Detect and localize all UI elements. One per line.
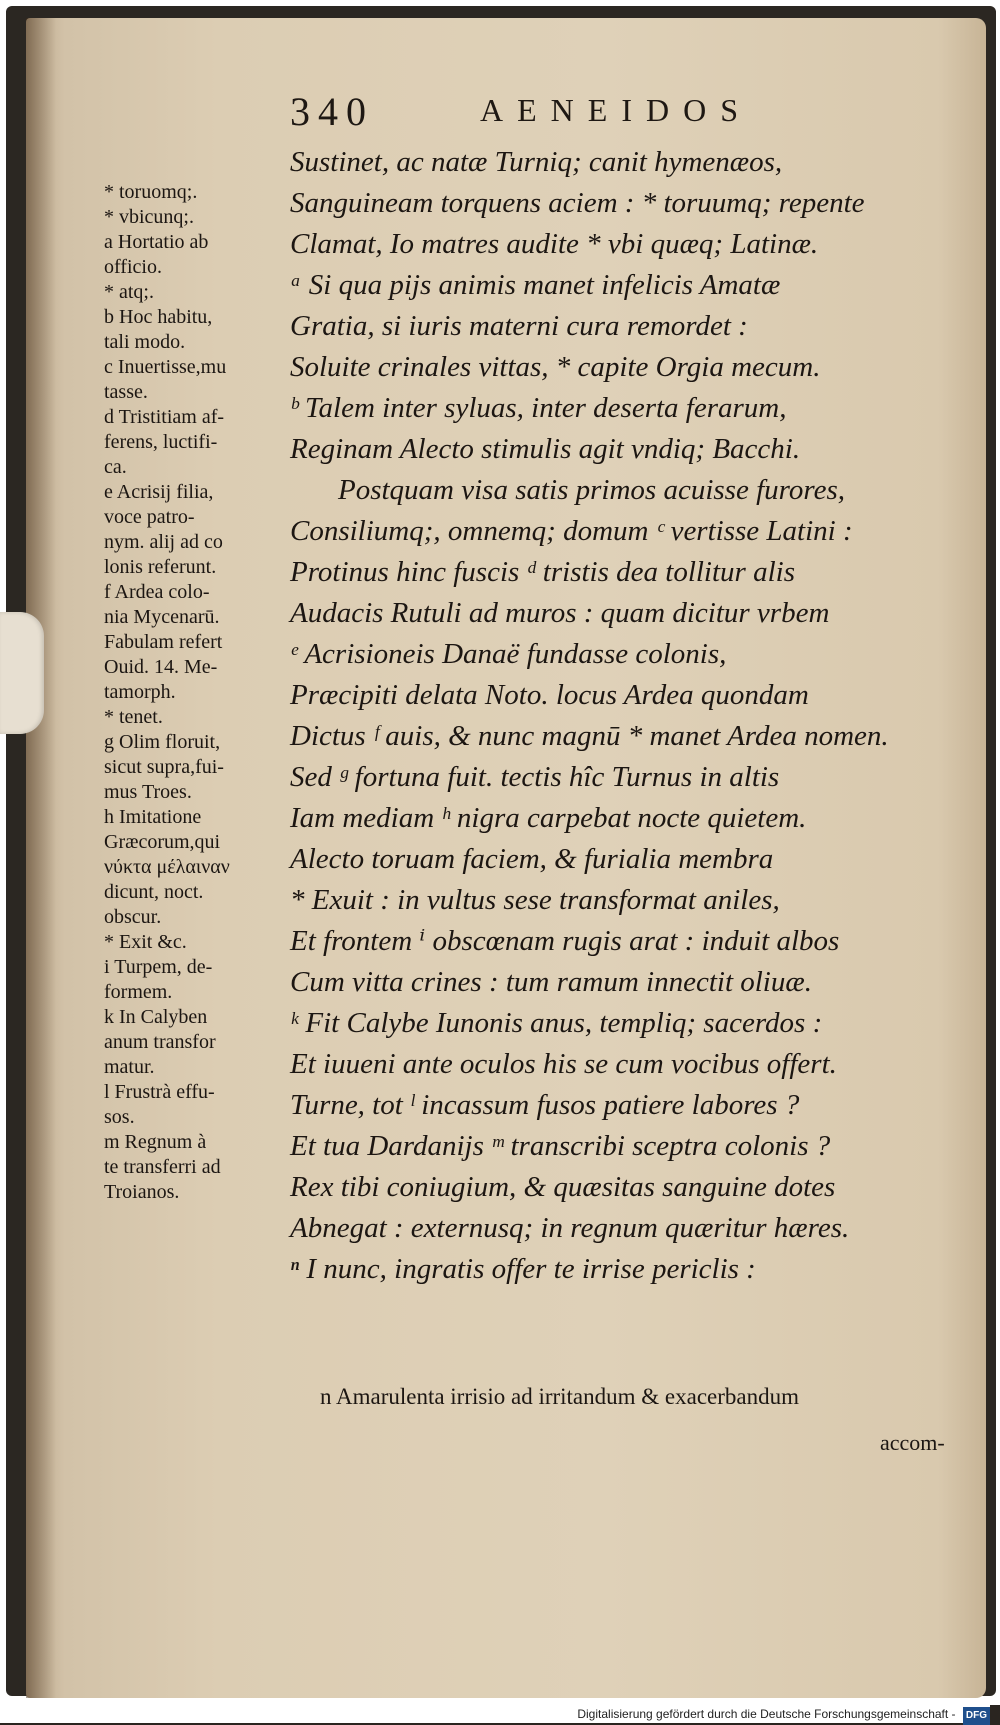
verse-line: Abnegat : externusq; in regnum quæritur hæres. [290, 1212, 850, 1244]
verse-line: Gratia, si iuris materni cura remordet : [290, 310, 748, 342]
margin-note-line: Fabulam refert [104, 631, 223, 653]
margin-note-line: matur. [104, 1056, 155, 1078]
margin-note-line: nym. alij ad co [104, 531, 223, 553]
funding-line: Digitalisierung gefördert durch die Deutsche Forschungsgemeinschaft - [577, 1707, 956, 1721]
margin-note-line: ferens, luctifi- [104, 431, 218, 453]
margin-note-line: * tenet. [104, 706, 163, 728]
running-title: AENEIDOS [480, 92, 752, 128]
gutter-shadow [26, 18, 56, 1698]
catchword: accom- [880, 1430, 945, 1455]
margin-note-line: * Exit &c. [104, 931, 187, 953]
verse-line: Et tua Dardanijs ᵐ transcribi sceptra colonis ? [290, 1130, 831, 1162]
margin-note-line: a Hortatio ab [104, 231, 209, 253]
verse-line: Præcipiti delata Noto. locus Ardea quondam [290, 679, 809, 711]
verse-line: Rex tibi coniugium, & quæsitas sanguine dotes [290, 1171, 836, 1203]
margin-note-line: i Turpem, de- [104, 956, 213, 978]
margin-note-line: sos. [104, 1106, 135, 1128]
margin-note-line: officio. [104, 256, 162, 278]
margin-note-line: h Imitatione [104, 806, 202, 828]
verse-line: ᵉ Acrisioneis Danaë fundasse colonis, [290, 638, 727, 670]
verse-line: ᵇ Talem inter syluas, inter deserta ferarum, [290, 392, 787, 424]
margin-note-line: lonis referunt. [104, 556, 217, 578]
margin-note-line: * vbicunq;. [104, 206, 194, 228]
verse-text [290, 142, 950, 1290]
margin-note-line: k In Calyben [104, 1006, 208, 1028]
margin-note-line: m Regnum à [104, 1131, 207, 1153]
footnote: n Amarulenta irrisio ad irritandum & exacerbandum [320, 1384, 800, 1409]
margin-note-line: Ouid. 14. Me- [104, 656, 218, 678]
margin-note-line: c Inuertisse,mu [104, 356, 227, 378]
verse-line: Audacis Rutuli ad muros : quam dicitur vrbem [290, 597, 830, 629]
verse-line: Dictus ᶠ auis, & nunc magnū * manet Ardea nomen. [290, 720, 889, 752]
verse-line: Consiliumq;, omnemq; domum ᶜ vertisse Latini : [290, 515, 853, 547]
verse-line: ⁿ I nunc, ingratis offer te irrise periclis : [290, 1253, 756, 1285]
verse-line: Et iuueni ante oculos his se cum vocibus offert. [290, 1048, 837, 1080]
verse-line: * Exuit : in vultus sese transformat aniles, [290, 884, 780, 916]
margin-note-line: obscur. [104, 906, 162, 928]
verse-line: Clamat, Io matres audite * vbi quæq; Latinæ. [290, 228, 819, 260]
margin-note-line: anum transfor [104, 1031, 216, 1053]
dfg-logo: DFG [963, 1707, 990, 1725]
page-number: 340 [290, 89, 374, 134]
margin-note-line: voce patro- [104, 506, 195, 528]
margin-note-line: νύκτα μέλαιναν [104, 856, 230, 878]
margin-note-line: b Hoc habitu, [104, 306, 213, 328]
margin-note-line: formem. [104, 981, 173, 1003]
margin-note-line: f Ardea colo- [104, 581, 210, 603]
verse-line: Et frontem ⁱ obscœnam rugis arat : induit albos [290, 925, 840, 957]
verse-line: Postquam visa satis primos acuisse furores, [338, 474, 845, 506]
verse-line: ᵃ Si qua pijs animis manet infelicis Amatæ [290, 269, 781, 301]
margin-note-line: g Olim floruit, [104, 731, 221, 753]
margin-note-line: sicut supra,fui- [104, 756, 224, 778]
margin-note-line: nia Mycenarū. [104, 606, 220, 628]
verse-line: Cum vitta crines : tum ramum innectit oliuæ. [290, 966, 812, 998]
margin-note-line: te transferri ad [104, 1156, 221, 1178]
verse-line: Iam mediam ʰ nigra carpebat nocte quietem. [290, 802, 807, 834]
verse-line: Sanguineam torquens aciem : * toruumq; repente [290, 187, 865, 219]
margin-note-line: e Acrisij filia, [104, 481, 214, 503]
margin-note-line: l Frustrà effu- [104, 1081, 215, 1103]
verse-line: Reginam Alecto stimulis agit vndiq; Bacchi. [290, 433, 801, 465]
verse-line: Protinus hinc fuscis ᵈ tristis dea tollitur alis [290, 556, 795, 588]
margin-note-line: Græcorum,qui [104, 831, 221, 853]
margin-notes [104, 180, 284, 1205]
verse-line: Turne, tot ˡ incassum fusos patiere labores ? [290, 1089, 800, 1121]
funding-bar [0, 1705, 990, 1723]
verse-line: Soluite crinales vittas, * capite Orgia mecum. [290, 351, 821, 383]
margin-note-line: ca. [104, 456, 127, 478]
page-header [290, 88, 910, 138]
page-clip [0, 612, 44, 734]
verse-line: Sed ᵍ fortuna fuit. tectis hîc Turnus in altis [290, 761, 780, 793]
margin-note-line: dicunt, noct. [104, 881, 204, 903]
margin-note-line: tasse. [104, 381, 148, 403]
margin-note-line: mus Troes. [104, 781, 192, 803]
margin-note-line: * toruomq;. [104, 181, 198, 203]
margin-note-line: * atq;. [104, 281, 154, 303]
verse-line: Alecto toruam faciem, & furialia membra [290, 843, 774, 875]
margin-note-line: tali modo. [104, 331, 186, 353]
verse-line: ᵏ Fit Calybe Iunonis anus, templiq; sacerdos : [290, 1007, 823, 1039]
margin-note-line: Troianos. [104, 1181, 180, 1203]
margin-note-line: d Tristitiam af- [104, 406, 225, 428]
verse-line: Sustinet, ac natæ Turniq; canit hymenæos, [290, 146, 783, 178]
margin-note-line: tamorph. [104, 681, 176, 703]
